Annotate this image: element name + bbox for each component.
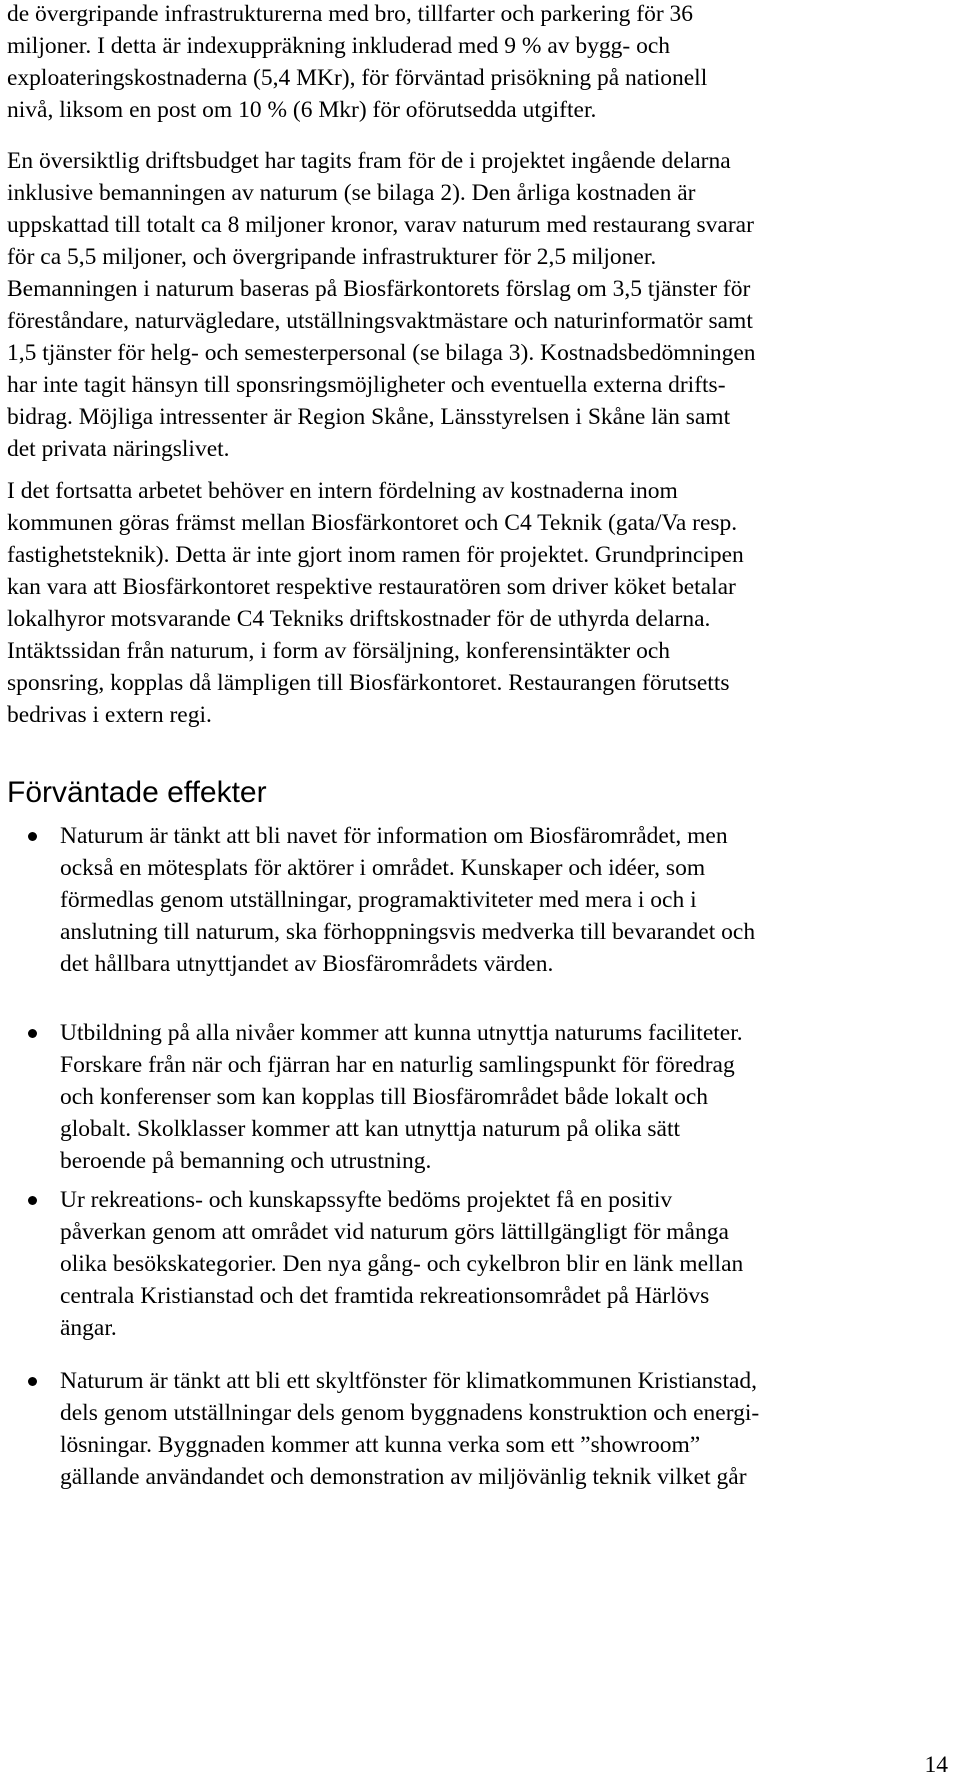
bullet-icon bbox=[28, 1377, 37, 1386]
text-line: lokalhyror motsvarande C4 Tekniks driftskostnader för de uthyrda delarna. bbox=[7, 606, 711, 632]
bullet-icon bbox=[28, 1196, 37, 1205]
text-line: olika besökskategorier. Den nya gång- och cykelbron blir en länk mellan bbox=[60, 1251, 744, 1277]
text-line: för ca 5,5 miljoner, och övergripande infrastrukturer för 2,5 miljoner. bbox=[7, 244, 657, 270]
text-line: det privata näringslivet. bbox=[7, 436, 230, 462]
paragraph-operating-budget bbox=[7, 145, 756, 465]
text-line: och konferenser som kan kopplas till Biosfärområdet både lokalt och bbox=[60, 1084, 709, 1110]
text-line: anslutning till naturum, ska förhoppningsvis medverka till bevarandet och bbox=[60, 919, 756, 945]
text-line: Forskare från när och fjärran har en naturlig samlingspunkt för föredrag bbox=[60, 1052, 735, 1078]
paragraph-budget-infrastructure bbox=[7, 0, 707, 126]
text-line: dels genom utställningar dels genom byggnadens konstruktion och energi- bbox=[60, 1400, 760, 1426]
text-line: sponsring, kopplas då lämpligen till Biosfärkontoret. Restaurangen förutsetts bbox=[7, 670, 730, 696]
list-item-text bbox=[60, 1184, 743, 1344]
text-line: beroende på bemanning och utrustning. bbox=[60, 1148, 432, 1174]
text-line: gällande användandet och demonstration av miljövänlig teknik vilket går bbox=[60, 1464, 747, 1490]
text-line: exploateringskostnaderna (5,4 MKr), för förväntad prisökning på nationell bbox=[7, 65, 708, 91]
paragraph-cost-allocation bbox=[7, 475, 744, 731]
text-line: globalt. Skolklasser kommer att kan utnyttja naturum på olika sätt bbox=[60, 1116, 681, 1142]
text-line: I det fortsatta arbetet behöver en intern fördelning av kostnaderna inom bbox=[7, 478, 678, 504]
text-line: Naturum är tänkt att bli ett skyltfönster för klimatkommunen Kristianstad, bbox=[60, 1368, 758, 1394]
list-item-text bbox=[60, 1365, 759, 1493]
text-line: miljoner. I detta är indexuppräkning inkluderad med 9 % av bygg- och bbox=[7, 33, 671, 59]
text-line: Utbildning på alla nivåer kommer att kunna utnyttja naturums faciliteter. bbox=[60, 1020, 743, 1046]
text-line: föreståndare, naturvägledare, utställningsvaktmästare och naturinformatör samt bbox=[7, 308, 753, 334]
text-line: bedrivas i extern regi. bbox=[7, 702, 212, 728]
text-line: de övergripande infrastrukturerna med bro, tillfarter och parkering för 36 bbox=[7, 1, 694, 27]
text-line: lösningar. Byggnaden kommer att kunna verka som ett ”showroom” bbox=[60, 1432, 701, 1458]
text-line: En översiktlig driftsbudget har tagits fram för de i projektet ingående delarna bbox=[7, 148, 731, 174]
section-heading: Förväntade effekter bbox=[7, 776, 267, 809]
text-line: också en mötesplats för aktörer i området. Kunskaper och idéer, som bbox=[60, 855, 706, 881]
text-line: det hållbara utnyttjandet av Biosfärområdets värden. bbox=[60, 951, 554, 977]
text-line: fastighetsteknik). Detta är inte gjort inom ramen för projektet. Grundprincipen bbox=[7, 542, 744, 568]
text-line: 1,5 tjänster för helg- och semesterpersonal (se bilaga 3). Kostnadsbedömningen bbox=[7, 340, 756, 366]
text-line: förmedlas genom utställningar, programaktiviteter med mera i och i bbox=[60, 887, 697, 913]
text-line: påverkan genom att området vid naturum görs lättillgängligt för många bbox=[60, 1219, 729, 1245]
text-line: Naturum är tänkt att bli navet för information om Biosfärområdet, men bbox=[60, 823, 728, 849]
page-number: 14 bbox=[924, 1752, 948, 1778]
text-line: har inte tagit hänsyn till sponsringsmöjligheter och eventuella externa drifts- bbox=[7, 372, 726, 398]
text-line: kan vara att Biosfärkontoret respektive restauratören som driver köket betalar bbox=[7, 574, 736, 600]
text-line: Intäktssidan från naturum, i form av försäljning, konferensintäkter och bbox=[7, 638, 671, 664]
text-line: nivå, liksom en post om 10 % (6 Mkr) för oförutsedda utgifter. bbox=[7, 97, 597, 123]
bullet-icon bbox=[28, 832, 37, 841]
text-line: bidrag. Möjliga intressenter är Region Skåne, Länsstyrelsen i Skåne län samt bbox=[7, 404, 731, 430]
text-line: centrala Kristianstad och det framtida rekreationsområdet på Härlövs bbox=[60, 1283, 710, 1309]
bullet-icon bbox=[28, 1029, 37, 1038]
text-line: kommunen göras främst mellan Biosfärkontoret och C4 Teknik (gata/Va resp. bbox=[7, 510, 738, 536]
text-line: inklusive bemanningen av naturum (se bilaga 2). Den årliga kostnaden är bbox=[7, 180, 696, 206]
text-line: uppskattad till totalt ca 8 miljoner kronor, varav naturum med restaurang svarar bbox=[7, 212, 754, 238]
list-item-text bbox=[60, 1017, 743, 1177]
text-line: Ur rekreations- och kunskapssyfte bedöms projektet få en positiv bbox=[60, 1187, 673, 1213]
list-item-text bbox=[60, 820, 755, 980]
text-line: Bemanningen i naturum baseras på Biosfärkontorets förslag om 3,5 tjänster för bbox=[7, 276, 751, 302]
text-line: ängar. bbox=[60, 1315, 117, 1341]
